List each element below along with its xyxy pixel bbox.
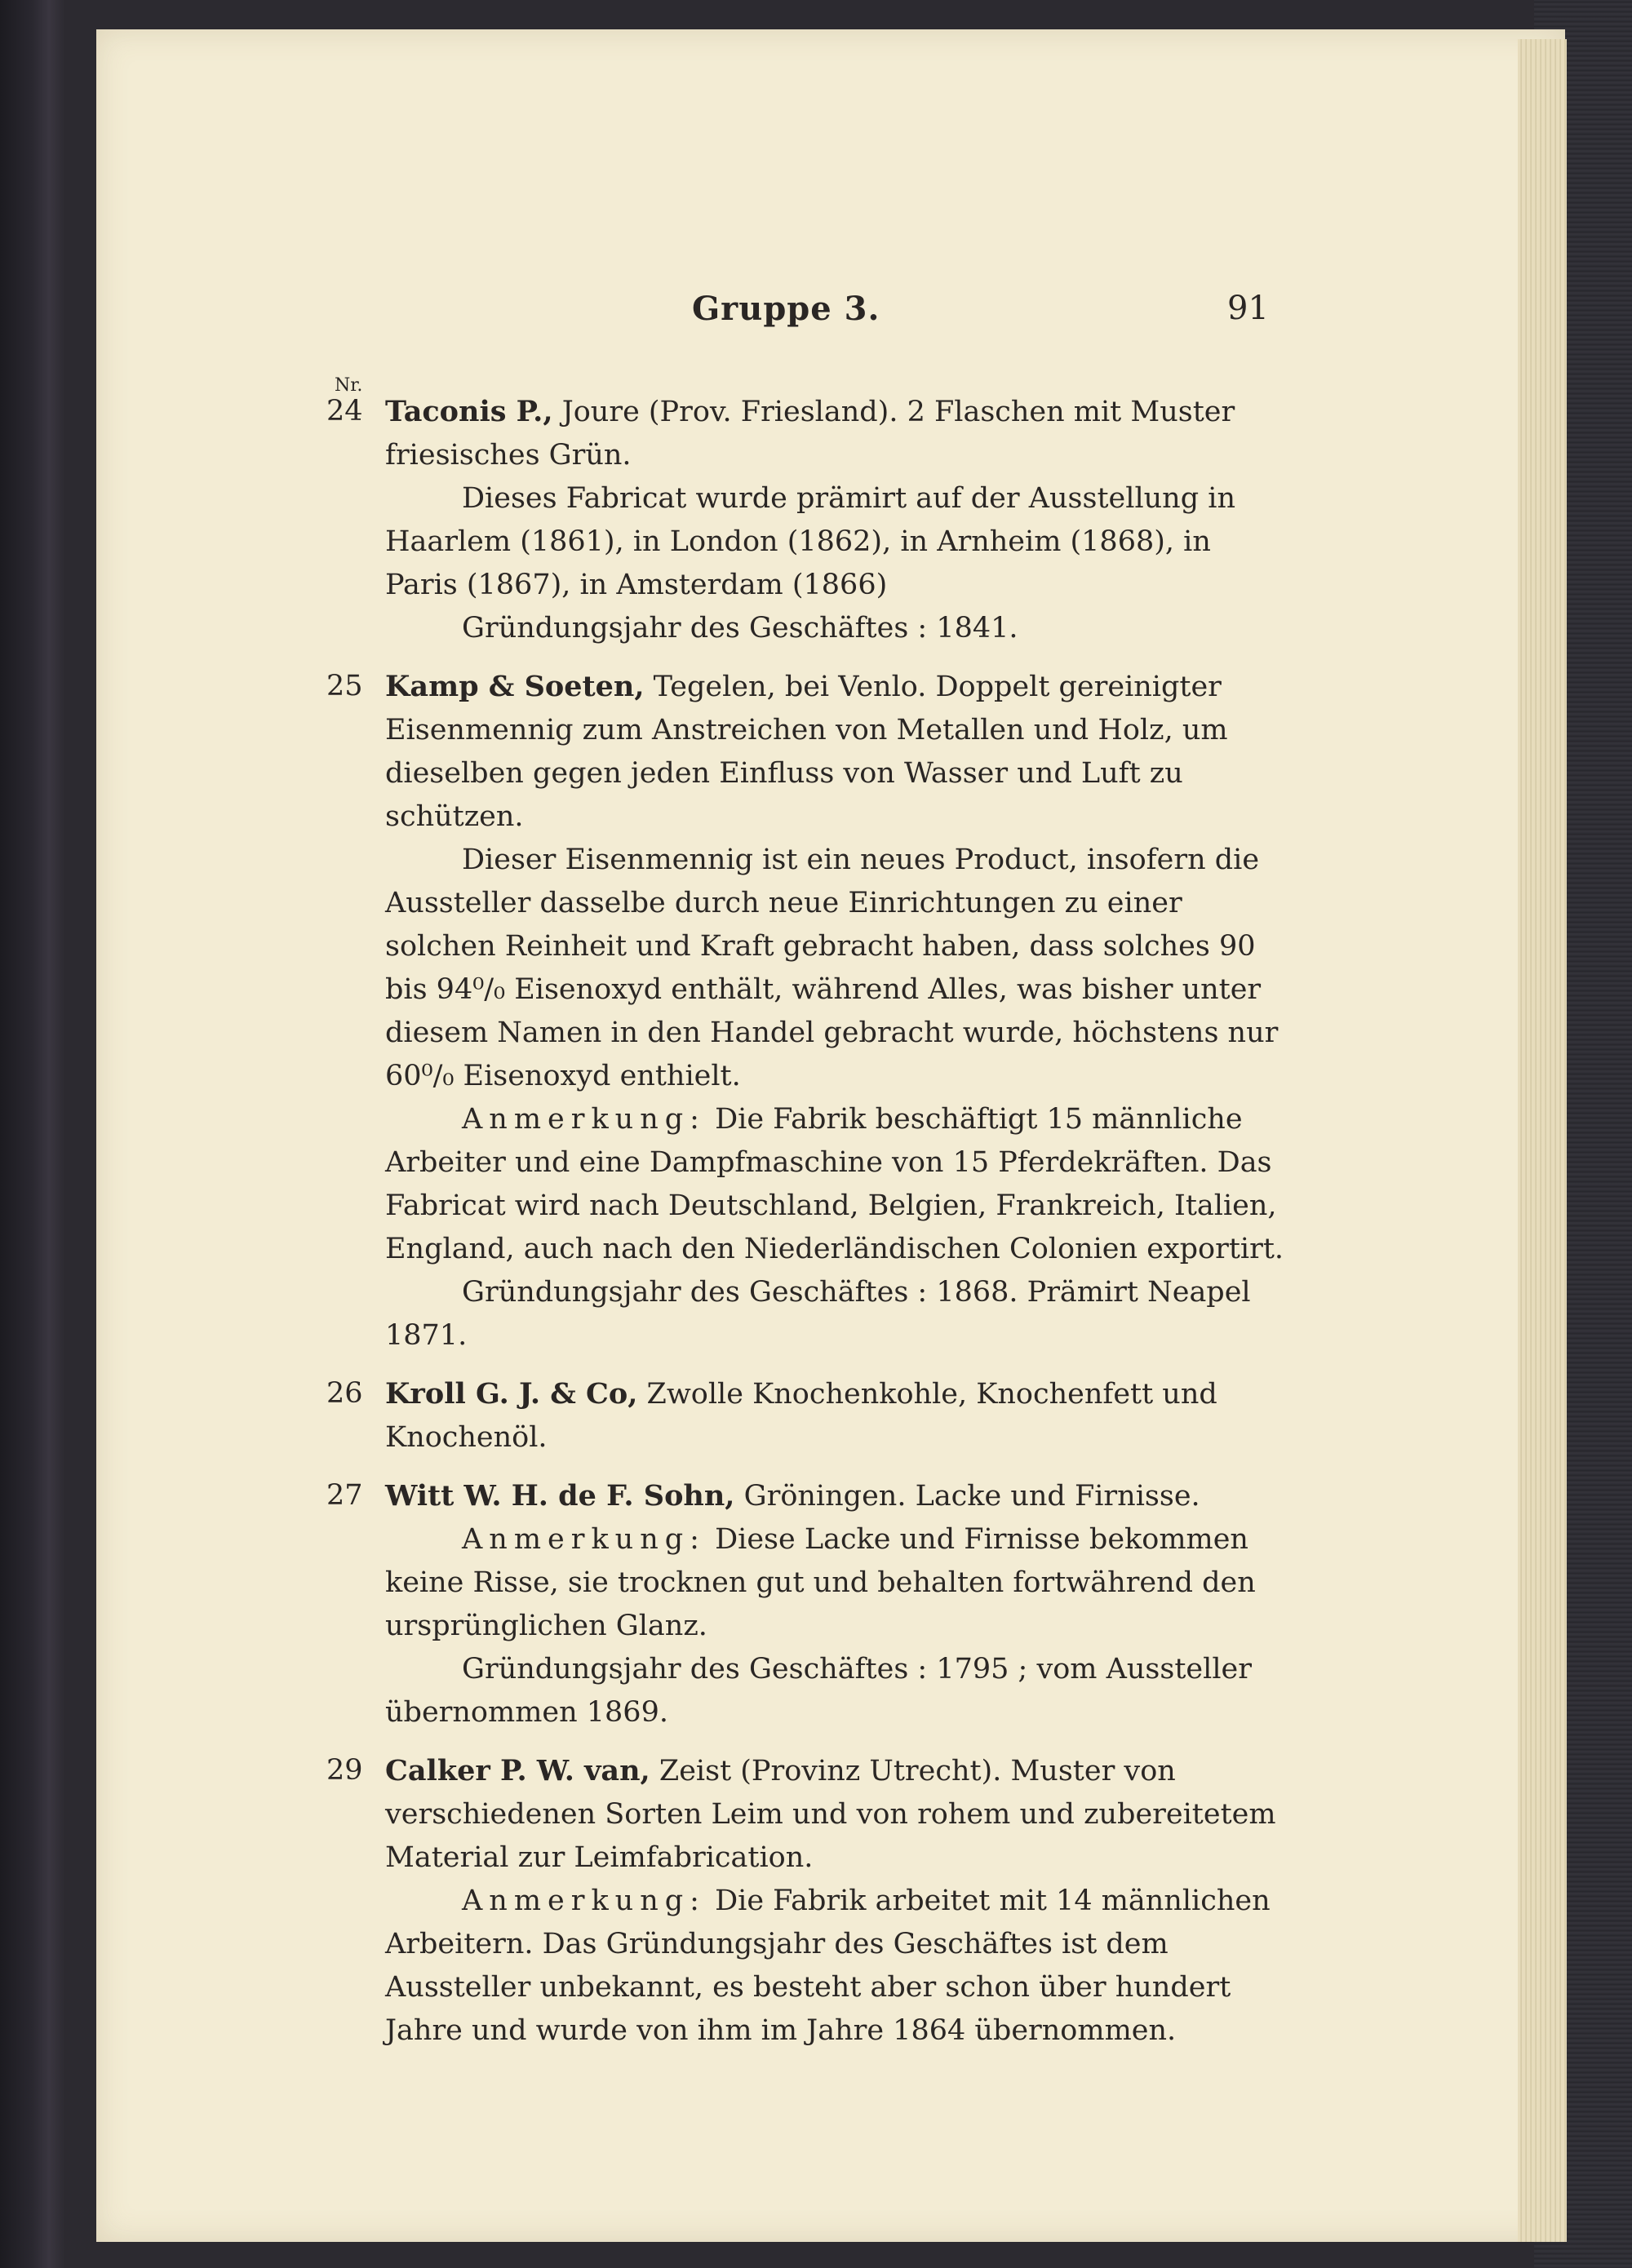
entry-number: 27: [326, 1479, 363, 1512]
entry-heading: [385, 1474, 1289, 1518]
entry-description: Zeist (Provinz Utrecht). Muster von verschiedenen Sorten Leim und von rohem und zubereitetem Material zur Leimfabrication.: [385, 1755, 1276, 1874]
number-column-label: Nr.: [335, 375, 363, 396]
entry-remark: [385, 1518, 1289, 1648]
remark-label: Anmerkung:: [462, 1885, 706, 1917]
exhibitor-name: Calker P. W. van,: [385, 1754, 650, 1787]
entry-description: Zwolle Knochenkohle, Knochenfett und Knochenöl.: [385, 1378, 1217, 1454]
entry-closing: Gründungsjahr des Geschäftes : 1868. Prämirt Neapel 1871.: [385, 1276, 1251, 1352]
page-header: [245, 290, 1273, 339]
entry-closing: Gründungsjahr des Geschäftes : 1795 ; vom Aussteller übernommen 1869.: [385, 1653, 1252, 1729]
entry-description: Joure (Prov. Friesland). 2 Flaschen mit Muster friesisches Grün.: [385, 396, 1235, 472]
exhibitor-name: Taconis P.,: [385, 395, 553, 428]
entry-number: 25: [326, 670, 363, 702]
entry-heading: [385, 1749, 1289, 1880]
exhibitor-name: Kroll G. J. & Co,: [385, 1377, 638, 1411]
remark-label: Anmerkung:: [462, 1103, 706, 1136]
remark-text: Die Fabrik beschäftigt 15 männliche Arbeiter und eine Dampfmaschine von 15 Pferdekräften. Das Fabricat wird nach Deutschland, Belgien, Frankreich, Italien, England, auch nach den Niederländischen Colonien exportirt.: [385, 1103, 1284, 1265]
page-body: [326, 390, 1289, 2067]
exhibitor-name: Witt W. H. de F. Sohn,: [385, 1479, 735, 1513]
entry-paragraph: Gründungsjahr des Geschäftes : 1841.: [462, 612, 1018, 645]
exhibitor-entry-27: [326, 1474, 1289, 1734]
entry-number: 26: [326, 1377, 363, 1410]
exhibitor-entry-24: [326, 390, 1289, 650]
entry-heading: [385, 665, 1289, 839]
page-edges: [1518, 39, 1567, 2242]
exhibitor-entry-26: [326, 1372, 1289, 1460]
entry-number: 29: [326, 1754, 363, 1787]
exhibitor-entry-25: [326, 665, 1289, 1358]
exhibitor-name: Kamp & Soeten,: [385, 670, 645, 703]
entry-heading: [385, 1372, 1289, 1460]
entry-description: Tegelen, bei Venlo. Doppelt gereinigter Eisenmennig zum Anstreichen von Metallen und Holz, um dieselben gegen jeden Einfluss von Wasser und Luft zu schützen.: [385, 671, 1228, 833]
entry-remark: [385, 1098, 1289, 1271]
entry-paragraph: Dieses Fabricat wurde prämirt auf der Ausstellung in Haarlem (1861), in London (1862), in Arnheim (1868), in Paris (1867), in Amsterdam (1866): [385, 482, 1235, 601]
remark-text: Die Fabrik arbeitet mit 14 männlichen Arbeitern. Das Gründungsjahr des Geschäftes ist dem Aussteller unbekannt, es besteht aber schon über hundert Jahre und wurde von ihm im Jahre 1864 übernommen.: [385, 1885, 1271, 2047]
entry-number: 24: [326, 395, 363, 427]
entry-remark: [385, 1880, 1289, 2053]
remark-label: Anmerkung:: [462, 1523, 706, 1556]
entry-paragraph: Dieser Eisenmennig ist ein neues Product, insofern die Aussteller dasselbe durch neue Einrichtungen zu einer solchen Reinheit und Kraft gebracht haben, dass solches 90 bis 94⁰/₀ Eisenoxyd enthält, während Alles, was bisher unter diesem Namen in den Handel gebracht wurde, höchstens nur 60⁰/₀ Eisenoxyd enthielt.: [385, 844, 1279, 1092]
entry-heading: [385, 390, 1289, 477]
running-title: Gruppe 3.: [692, 290, 880, 328]
remark-text: Diese Lacke und Firnisse bekommen keine Risse, sie trocknen gut und behalten fortwährend den ursprünglichen Glanz.: [385, 1523, 1256, 1642]
exhibitor-entry-29: [326, 1749, 1289, 2053]
entry-description: Gröningen. Lacke und Firnisse.: [734, 1480, 1200, 1513]
page-number: 91: [1227, 290, 1269, 327]
